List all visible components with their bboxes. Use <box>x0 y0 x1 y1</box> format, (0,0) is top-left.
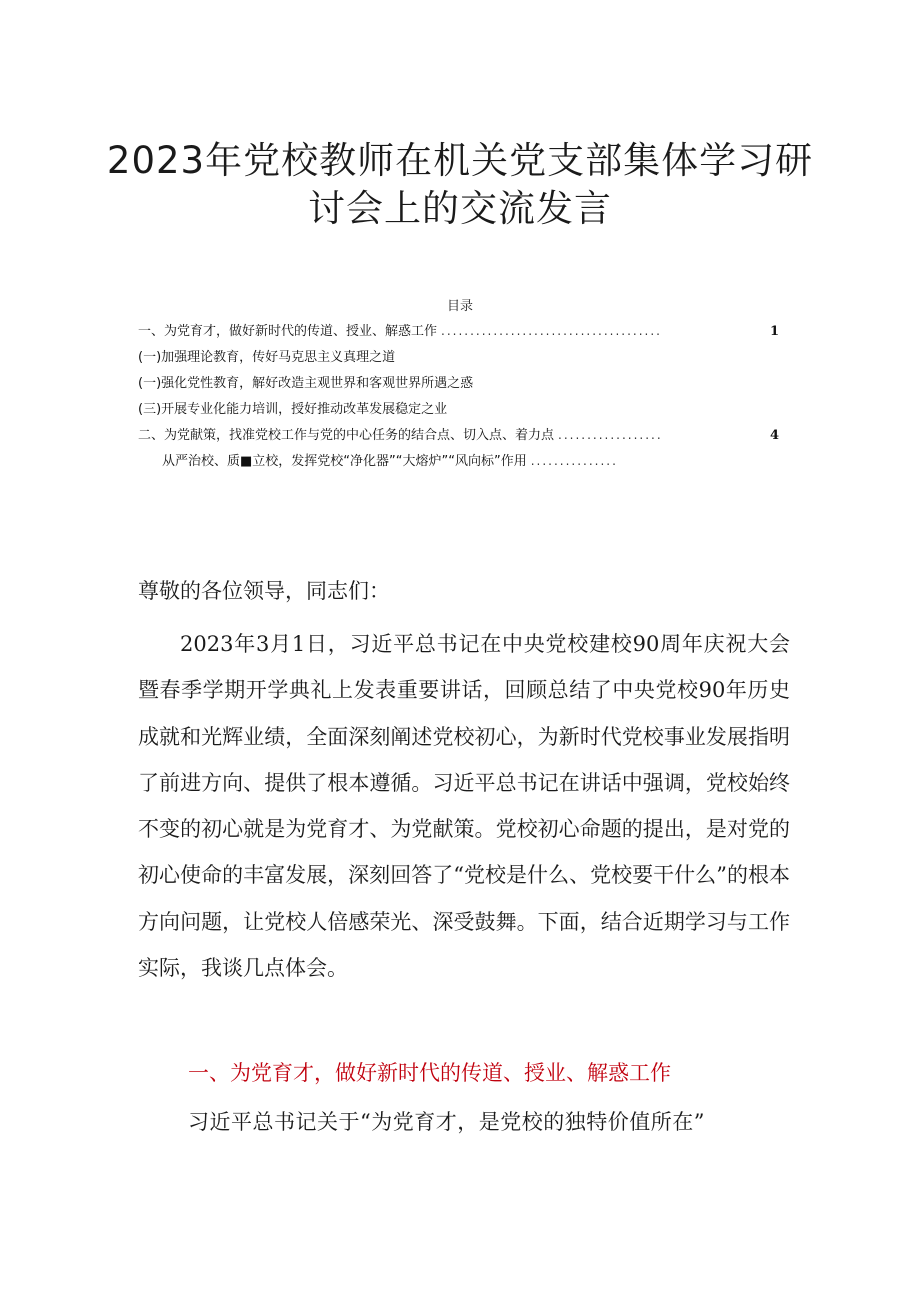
toc-entry[interactable] <box>162 450 762 470</box>
toc-entry-text: (一)强化党性教育，解好改造主观世界和客观世界所遇之惑 <box>138 376 474 391</box>
greeting: 尊敬的各位领导，同志们： <box>138 579 390 603</box>
toc-entry[interactable] <box>138 424 779 444</box>
document-title-line-1: 2023年党校教师在机关党支部集体学习研 <box>106 139 814 182</box>
section-heading: 一、为党育才，做好新时代的传道、授业、解惑工作 <box>188 1061 671 1085</box>
toc-page-number: 1 <box>769 324 779 339</box>
toc-entry-text: (一)加强理论教育，传好马克思主义真理之道 <box>138 350 396 365</box>
toc-leader-dots: ...................................... <box>441 324 662 338</box>
toc-entry-text: 一、为党育才，做好新时代的传道、授业、解惑工作 <box>138 324 438 339</box>
toc-entry-text: 从严治校、质■立校，发挥党校“净化器”“大熔炉”“风向标”作用 <box>162 454 527 469</box>
document-title-line-2: 讨会上的交流发言 <box>308 187 612 230</box>
toc-entry[interactable] <box>138 346 395 366</box>
toc-leader-dots: ............... <box>530 454 618 468</box>
toc-entry[interactable] <box>138 372 473 392</box>
toc-heading: 目录 <box>446 299 473 314</box>
toc-entry-text: 二、为党献策，找准党校工作与党的中心任务的结合点、切入点、着力点 <box>138 428 555 443</box>
body-paragraph: 2023年3月1日，习近平总书记在中央党校建校90周年庆祝大会暨春季学期开学典礼上发表重要讲话，回顾总结了中央党校90年历史成就和光辉业绩，全面深刻阐述党校初心，为新时代党校事业发展指明了前进方向、提供了根本遵循。习近平总书记在讲话中强调，党校始终不变的初心就是为党育才、为党献策。党校初心命题的提出，是对党的初心使命的丰富发展，深刻回答了“党校是什么、党校要干什么”的根本方向问题，让党校人倍感荣光、深受鼓舞。下面，结合近期学习与工作实际，我谈几点体会。 <box>138 632 790 981</box>
toc-entry-text: (三)开展专业化能力培训，授好推动改革发展稳定之业 <box>138 402 448 417</box>
toc-leader-dots: .................. <box>558 428 663 442</box>
body-paragraph: 习近平总书记关于“为党育才，是党校的独特价值所在” <box>188 1110 705 1134</box>
toc-entry[interactable] <box>138 320 779 340</box>
toc-page-number: 4 <box>769 428 779 443</box>
toc-entry[interactable] <box>138 398 447 418</box>
